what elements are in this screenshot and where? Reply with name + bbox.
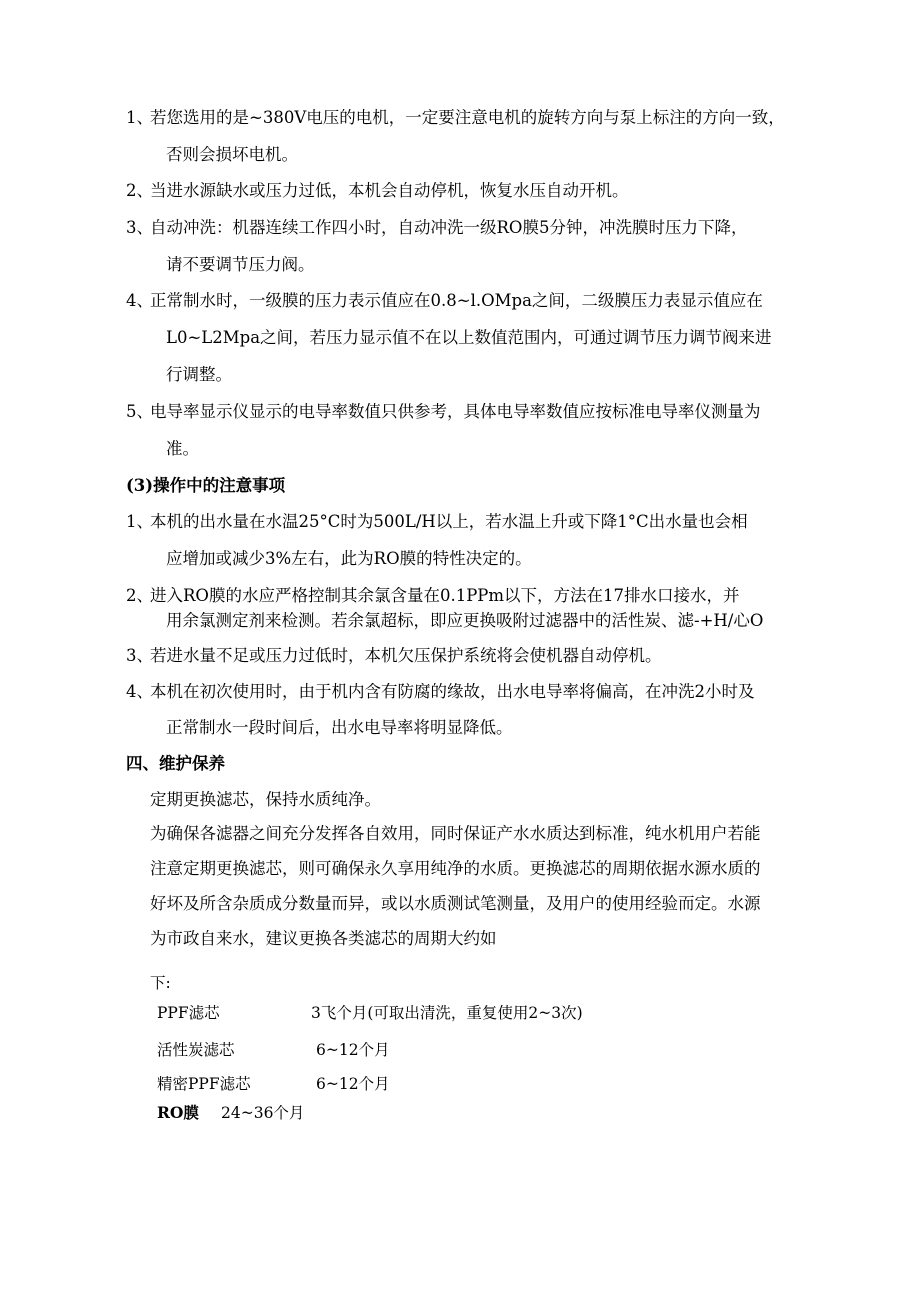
filter-period: 24~36个月 xyxy=(221,1104,305,1122)
paragraph-line: 为确保各滤器之间充分发挥各自效用，同时保证产水水质达到标准，纯水机用户若能 xyxy=(150,824,761,843)
item-text-continued: 应增加或减少3%左右，此为RO膜的特性决定的。 xyxy=(166,549,532,568)
item-text: 进入RO膜的水应严格控制其余氯含量在0.1PPm以下，方法在17排水口接水，并 xyxy=(150,586,740,605)
item-text-continued: 准。 xyxy=(166,439,199,458)
filter-name: RO膜 xyxy=(157,1103,199,1122)
paragraph-line: 注意定期更换滤芯，则可确保永久享用纯净的水质。更换滤芯的周期依据水源水质的 xyxy=(150,859,761,878)
filter-name: 活性炭滤芯 xyxy=(157,1041,235,1059)
section-heading: 四、维护保养 xyxy=(126,754,225,773)
item-number: 2、 xyxy=(126,181,153,200)
item-text-continued: 正常制水一段时间后，出水电导率将明显降低。 xyxy=(166,718,513,737)
item-text: 当进水源缺水或压力过低，本机会自动停机，恢复水压自动开机。 xyxy=(150,181,629,200)
item-text-continued: L0~L2Mpa之间，若压力显示值不在以上数值范围内，可通过调节压力调节阀来进 xyxy=(166,328,772,347)
filter-name: PPF滤芯 xyxy=(157,1004,220,1022)
intro-line: 定期更换滤芯，保持水质纯净。 xyxy=(150,790,381,809)
item-text: 本机在初次使用时，由于机内含有防腐的缘故，出水电导率将偏高，在冲洗2小时及 xyxy=(150,682,755,701)
item-text: 若您选用的是~380V电压的电机，一定要注意电机的旋转方向与泵上标注的方向一致， xyxy=(150,108,785,127)
below-label: 下: xyxy=(150,974,171,992)
filter-period: 6~12个月 xyxy=(316,1041,390,1059)
filter-period: 6~12个月 xyxy=(316,1075,390,1093)
filter-period: 3飞个月(可取出清洗，重复使用2~3次) xyxy=(311,1004,583,1022)
item-number: 1、 xyxy=(126,512,153,531)
item-number: 2、 xyxy=(126,586,153,605)
item-text-continued: 否则会损坏电机。 xyxy=(166,145,298,164)
item-text: 若进水量不足或压力过低时，本机欠压保护系统将会使机器自动停机。 xyxy=(150,646,662,665)
item-text-continued: 请不要调节压力阀。 xyxy=(166,255,315,274)
item-number: 5、 xyxy=(126,402,153,421)
paragraph-line: 好坏及所含杂质成分数量而异，或以水质测试笔测量，及用户的使用经验而定。水源 xyxy=(150,894,761,913)
item-text: 正常制水时，一级膜的压力表示值应在0.8~l.OMpa之间，二级膜压力表显示值应在 xyxy=(150,291,763,310)
item-text-continued: 用余氯测定剂来检测。若余氯超标，即应更换吸附过滤器中的活性炭、滤-+H/心O xyxy=(166,611,764,630)
section-heading: (3)操作中的注意事项 xyxy=(126,476,286,495)
item-text: 本机的出水量在水温25°C时为500L/H以上，若水温上升或下降1°C出水量也会相 xyxy=(150,512,748,531)
paragraph-line: 为市政自来水，建议更换各类滤芯的周期大约如 xyxy=(150,929,497,948)
item-text-continued: 行调整。 xyxy=(166,365,232,384)
item-text: 自动冲洗：机器连续工作四小时，自动冲洗一级RO膜5分钟，冲洗膜时压力下降， xyxy=(150,218,748,237)
filter-name: 精密PPF滤芯 xyxy=(157,1075,251,1093)
item-text: 电导率显示仪显示的电导率数值只供参考，具体电导率数值应按标准电导率仪测量为 xyxy=(150,402,761,421)
item-number: 3、 xyxy=(126,646,153,665)
item-number: 1、 xyxy=(126,108,153,127)
item-number: 3、 xyxy=(126,218,153,237)
item-number: 4、 xyxy=(126,291,153,310)
item-number: 4、 xyxy=(126,682,153,701)
